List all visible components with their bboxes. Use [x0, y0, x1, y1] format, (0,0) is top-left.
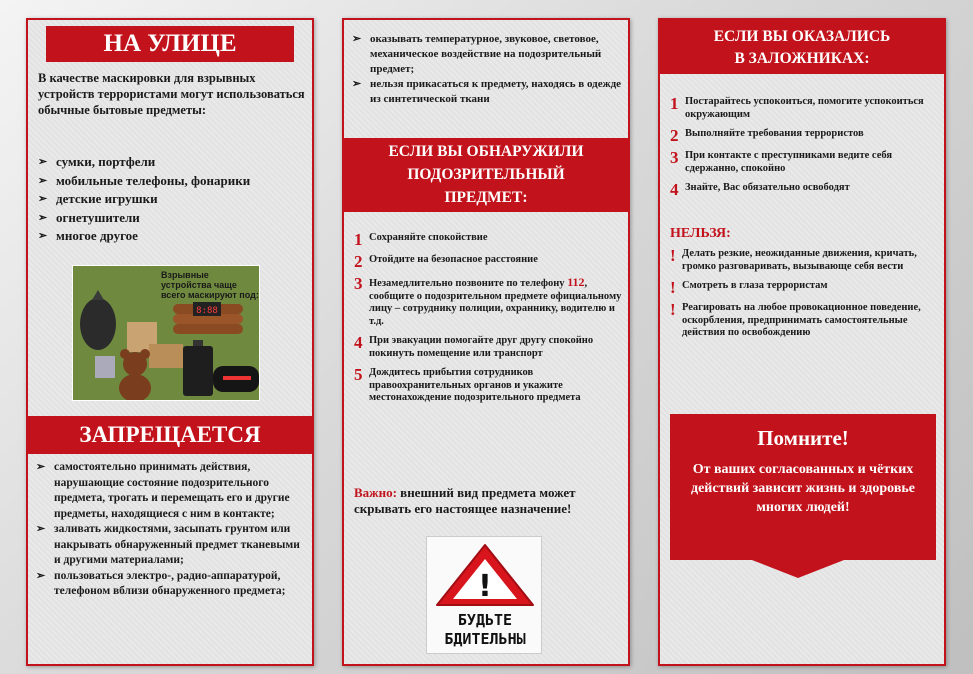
hostage-steps [670, 96, 938, 204]
right-panel [658, 18, 946, 666]
middle-panel [342, 18, 630, 666]
step-text: Дождитесь прибытия сотрудников правоохранительных органов и укажите местонахождение подозрительного предмета [369, 367, 581, 403]
forbidden-item [670, 302, 938, 340]
step-number: 2 [670, 126, 679, 145]
important-note [354, 485, 622, 517]
warning-line2: БДИТЕЛЬНЫ [444, 630, 526, 648]
important-label: Важно: [354, 485, 397, 500]
left-panel [26, 18, 314, 666]
list-item: ➢ детские игрушки [38, 190, 268, 209]
forbidden-text: Реагировать на любое провокационное поведение, оскорбления, предпринимать самостоятельные действия по освобождению [682, 302, 921, 338]
list-item: ➢ оказывать температурное, звуковое, световое, механическое воздействие на подозрительный предмет; [352, 32, 624, 77]
step-3 [354, 276, 622, 328]
list-item: ➢ нельзя прикасаться к предмету, находясь в одежде из синтетической ткани [352, 77, 624, 107]
exclamation-icon: ! [670, 246, 676, 265]
forbidden-title: ЗАПРЕЩАЕТСЯ [28, 416, 312, 454]
forbidden-item [670, 248, 938, 273]
street-title: НА УЛИЦЕ [46, 26, 294, 62]
warning-line1: БУДЬТЕ [457, 611, 513, 629]
bomb-objects-illustration [73, 266, 260, 401]
step-text: Отойдите на безопасное расстояние [369, 254, 538, 265]
hostage-title: ЕСЛИ ВЫ ОКАЗАЛИСЬ В ЗАЛОЖНИКАХ: [660, 20, 944, 74]
hostage-step-4 [670, 182, 938, 197]
found-steps [354, 232, 622, 412]
disguise-photo [72, 265, 260, 401]
step-1 [354, 232, 622, 247]
warning-triangle-icon [427, 541, 543, 611]
remember-text: От ваших согласованных и чётких действий зависит жизнь и здоровье многих людей! [690, 462, 915, 515]
warning-mark: ! [478, 569, 492, 604]
exclamation-icon: ! [670, 300, 676, 319]
step-number: 1 [670, 94, 679, 113]
step-5 [354, 367, 622, 405]
step-text: При контакте с преступниками ведите себя сдержанно, спокойно [685, 150, 893, 174]
emergency-phone: 112 [567, 275, 585, 289]
found-title: ЕСЛИ ВЫ ОБНАРУЖИЛИ ПОДОЗРИТЕЛЬНЫЙ ПРЕДМЕТ: [344, 138, 628, 212]
step-text: Постарайтесь успокоиться, помогите успокоиться окружающим [685, 96, 924, 120]
step-number: 2 [354, 252, 363, 271]
step-text: При эвакуации помогайте друг другу спокойно покинуть помещение или транспорт [369, 335, 594, 359]
step-number: 4 [354, 333, 363, 352]
exclamation-icon: ! [670, 278, 676, 297]
photo-caption: Взрывные устройства чаще всего маскируют под: [161, 270, 259, 300]
step-text: Знайте, Вас обязательно освободят [685, 182, 850, 193]
list-item: ➢ многое другое [38, 227, 268, 246]
hostage-step-3 [670, 150, 938, 175]
remember-title: Помните! [757, 426, 849, 450]
list-item: ➢ сумки, портфели [38, 153, 268, 172]
list-item: ➢ самостоятельно принимать действия, нарушающие состояние подозрительного предмета, трогать и перемещать его и другие предметы, находящиеся с ним в контакте; [36, 460, 308, 522]
step-text: Сохраняйте спокойствие [369, 232, 488, 243]
step-number: 5 [354, 365, 363, 384]
forbidden-text: Делать резкие, неожиданные движения, кричать, громко разговаривать, вызывающе себя вести [682, 248, 917, 272]
hostage-step-1 [670, 96, 938, 121]
list-item: ➢ огнетушители [38, 209, 268, 228]
step-text: Незамедлительно позвоните по телефону 112, сообщите о подозрительном предмете официальному лицу – сотруднику полиции, охраннику, водителю и т.д. [369, 275, 622, 327]
forbidden-actions [670, 248, 938, 347]
street-intro: В качестве маскировки для взрывных устройств террористами могут использоваться обычные бытовые предметы: [38, 71, 305, 117]
forbidden-list [36, 460, 308, 600]
remember-pointer [752, 560, 844, 578]
forbidden-text: Смотреть в глаза террористам [682, 280, 828, 291]
disguise-list [38, 153, 268, 246]
list-item: ➢ пользоваться электро-, радио-аппаратурой, телефоном вблизи обнаруженного предмета; [36, 569, 308, 600]
list-item: ➢ мобильные телефоны, фонарики [38, 172, 268, 191]
step-number: 3 [670, 148, 679, 167]
forbidden-item [670, 280, 938, 295]
forbidden-label: НЕЛЬЗЯ: [670, 226, 731, 241]
step-4 [354, 335, 622, 360]
step-number: 4 [670, 180, 679, 199]
important-text: внешний вид предмета может скрывать его настоящее назначение! [354, 485, 576, 516]
list-item: ➢ заливать жидкостями, засыпать грунтом или накрывать обнаруженный предмет тканевыми и другими материалами; [36, 522, 308, 569]
step-2 [354, 254, 622, 269]
hostage-step-2 [670, 128, 938, 143]
step-number: 1 [354, 230, 363, 249]
step-number: 3 [354, 274, 363, 293]
remember-box [670, 414, 936, 560]
continued-list [352, 32, 624, 107]
svg-text:8:88: 8:88 [196, 306, 218, 316]
step-text: Выполняйте требования террористов [685, 128, 864, 139]
warning-sign [426, 536, 542, 654]
